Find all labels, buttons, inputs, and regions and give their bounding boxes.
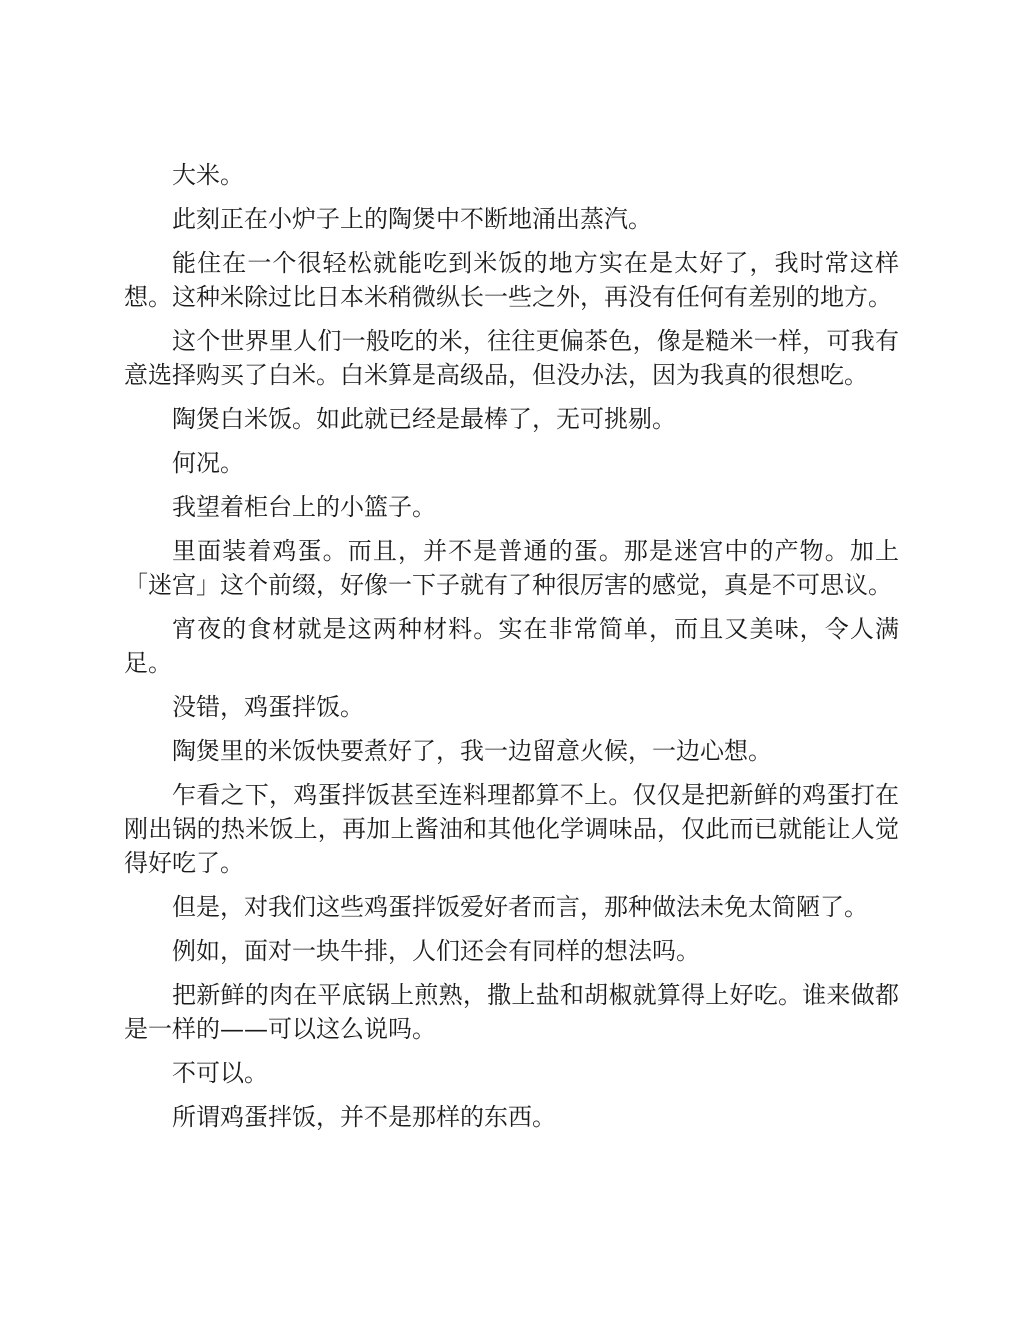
- paragraph: 能住在一个很轻松就能吃到米饭的地方实在是太好了，我时常这样想。这种米除过比日本米稍微纵长一些之外，再没有任何有差别的地方。: [124, 249, 899, 311]
- paragraph: 陶煲里的米饭快要煮好了，我一边留意火候，一边心想。: [172, 737, 772, 765]
- paragraph: 这个世界里人们一般吃的米，往往更偏茶色，像是糙米一样，可我有意选择购买了白米。白米算是高级品，但没办法，因为我真的很想吃。: [124, 327, 899, 389]
- paragraph: 此刻正在小炉子上的陶煲中不断地涌出蒸汽。: [172, 205, 652, 233]
- paragraph: 何况。: [172, 449, 244, 477]
- paragraph: 但是，对我们这些鸡蛋拌饭爱好者而言，那种做法未免太简陋了。: [172, 893, 868, 921]
- paragraph: 大米。: [172, 161, 244, 189]
- paragraph: 我望着柜台上的小篮子。: [172, 493, 436, 521]
- paragraph: 例如，面对一块牛排，人们还会有同样的想法吗。: [172, 937, 700, 965]
- paragraph: 所谓鸡蛋拌饭，并不是那样的东西。: [172, 1103, 556, 1131]
- paragraph: 宵夜的食材就是这两种材料。实在非常简单，而且又美味，令人满足。: [124, 615, 899, 677]
- paragraph: 没错，鸡蛋拌饭。: [172, 693, 364, 721]
- document-page: [124, 158, 899, 1144]
- paragraph: 把新鲜的肉在平底锅上煎熟，撒上盐和胡椒就算得上好吃。谁来做都是一样的——可以这么说吗。: [124, 981, 899, 1043]
- paragraph: 不可以。: [172, 1059, 268, 1087]
- paragraph: 里面装着鸡蛋。而且，并不是普通的蛋。那是迷宫中的产物。加上「迷宫」这个前缀，好像一下子就有了种很厉害的感觉，真是不可思议。: [124, 537, 899, 599]
- paragraph: 乍看之下，鸡蛋拌饭甚至连料理都算不上。仅仅是把新鲜的鸡蛋打在刚出锅的热米饭上，再加上酱油和其他化学调味品，仅此而已就能让人觉得好吃了。: [124, 781, 899, 877]
- paragraph: 陶煲白米饭。如此就已经是最棒了，无可挑剔。: [172, 405, 676, 433]
